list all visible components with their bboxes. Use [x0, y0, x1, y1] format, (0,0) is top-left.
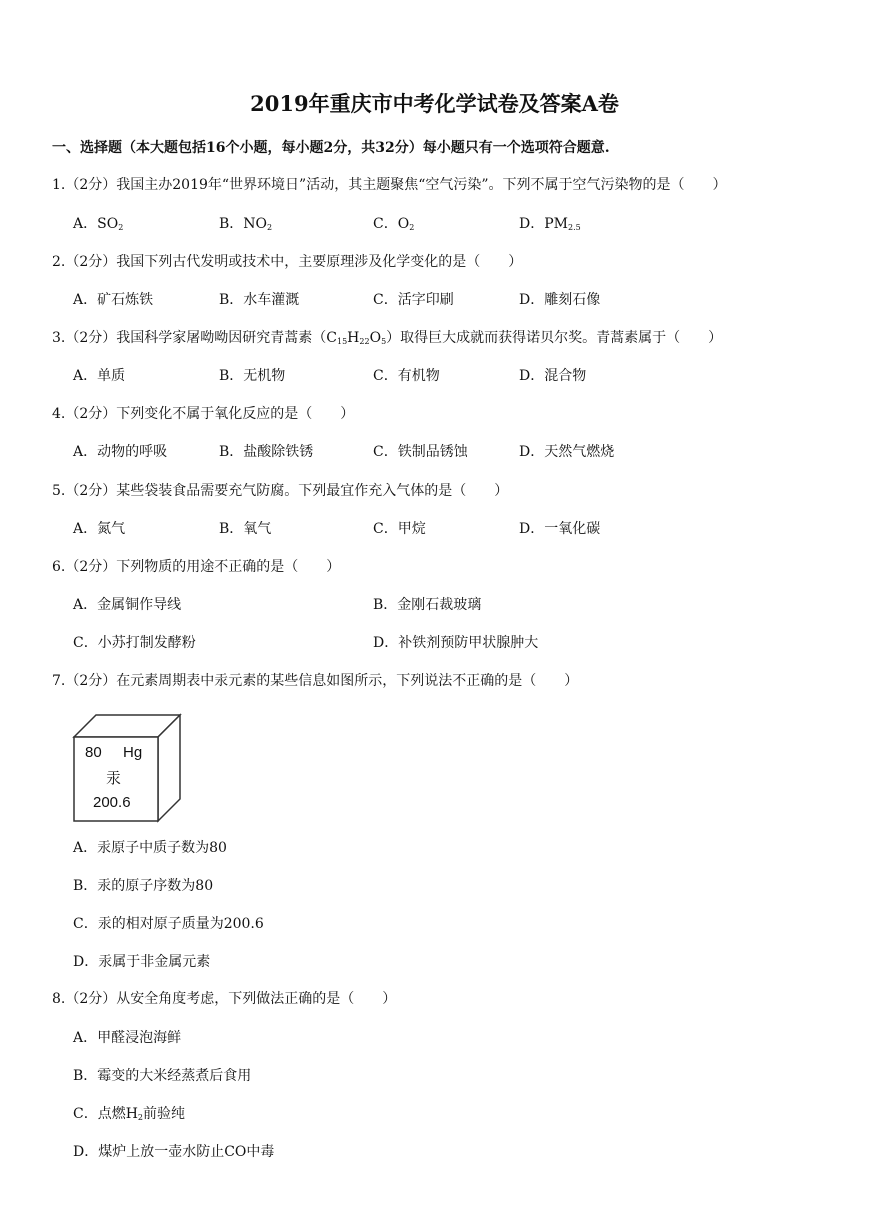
page-title: 2019年重庆市中考化学试卷及答案A卷 — [250, 91, 619, 116]
q1-option-c: C．$O_2$ — [373, 216, 415, 232]
question-7-stem: 7.（2分）在元素周期表中汞元素的某些信息如图所示，下列说法不正确的是（ ） — [52, 673, 579, 689]
q4-option-c: C．铁制品锈蚀 — [373, 444, 468, 460]
q8-option-c: C．点燃$H_2$前验纯 — [73, 1106, 186, 1122]
question-4-stem: 4.（2分）下列变化不属于氧化反应的是（ ） — [52, 406, 355, 422]
q7-option-d: D．汞属于非金属元素 — [73, 954, 211, 970]
q8-option-d: D．煤炉上放一壶水防止CO中毒 — [73, 1144, 275, 1160]
q4-option-a: A．动物的呼吸 — [73, 444, 168, 460]
q5-option-b: B．氧气 — [219, 521, 272, 537]
q7-option-a: A．汞原子中质子数为80 — [73, 840, 227, 856]
section-heading: 一、选择题（本大题包括16个小题，每小题2分，共32分）每小题只有一个选项符合题意. — [52, 140, 610, 156]
q6-option-c: C．小苏打制发酵粉 — [73, 635, 196, 651]
q1-option-b: B．$NO_2$ — [219, 216, 273, 232]
q6-option-b: B．金刚石裁玻璃 — [373, 597, 482, 613]
q3-option-d: D．混合物 — [519, 368, 587, 384]
q3-option-a: A．单质 — [73, 368, 126, 384]
q5-option-d: D．一氧化碳 — [519, 521, 601, 537]
q7-option-c: C．汞的相对原子质量为200.6 — [73, 916, 264, 932]
q2-option-a: A．矿石炼铁 — [73, 292, 154, 308]
element-name: 汞 — [106, 769, 122, 787]
q6-option-a: A．金属铜作导线 — [73, 597, 182, 613]
q8-option-a: A．甲醛浸泡海鲜 — [73, 1030, 182, 1046]
question-5-stem: 5.（2分）某些袋装食品需要充气防腐。下列最宜作充入气体的是（ ） — [52, 483, 509, 499]
q6-option-d: D．补铁剂预防甲状腺肿大 — [373, 635, 539, 651]
q2-option-d: D．雕刻石像 — [519, 292, 601, 308]
question-8-stem: 8.（2分）从安全角度考虑，下列做法正确的是（ ） — [52, 991, 397, 1007]
q8-option-b: B．霉变的大米经蒸煮后食用 — [73, 1068, 252, 1084]
question-1-stem: 1.（2分）我国主办2019年“世界环境日”活动，其主题聚焦“空气污染”。下列不属于空气污染物的是（ ） — [52, 177, 727, 193]
q2-option-c: C．活字印刷 — [373, 292, 454, 308]
periodic-element-figure — [72, 713, 184, 823]
q5-option-c: C．甲烷 — [373, 521, 426, 537]
atomic-number: 80 — [85, 744, 102, 761]
q1-option-a: A．$SO_2$ — [73, 216, 124, 232]
q5-option-a: A．氮气 — [73, 521, 126, 537]
q4-option-b: B．盐酸除铁锈 — [219, 444, 314, 460]
atomic-mass: 200.6 — [93, 794, 131, 811]
question-2-stem: 2.（2分）我国下列古代发明或技术中，主要原理涉及化学变化的是（ ） — [52, 254, 523, 270]
question-6-stem: 6.（2分）下列物质的用途不正确的是（ ） — [52, 559, 341, 575]
q1-option-d: D．$PM_{2.5}$ — [519, 216, 581, 232]
question-3-stem: 3.（2分）我国科学家屠呦呦因研究青蒿素$(C_{15}H_{22}O_5)$取得巨大成就而获得诺贝尔奖。青蒿素属于（ ） — [52, 330, 723, 346]
q3-option-b: B．无机物 — [219, 368, 286, 384]
q7-option-b: B．汞的原子序数为80 — [73, 878, 214, 894]
q2-option-b: B．水车灌溉 — [219, 292, 300, 308]
q3-option-c: C．有机物 — [373, 368, 440, 384]
element-symbol: Hg — [123, 744, 143, 761]
q4-option-d: D．天然气燃烧 — [519, 444, 615, 460]
